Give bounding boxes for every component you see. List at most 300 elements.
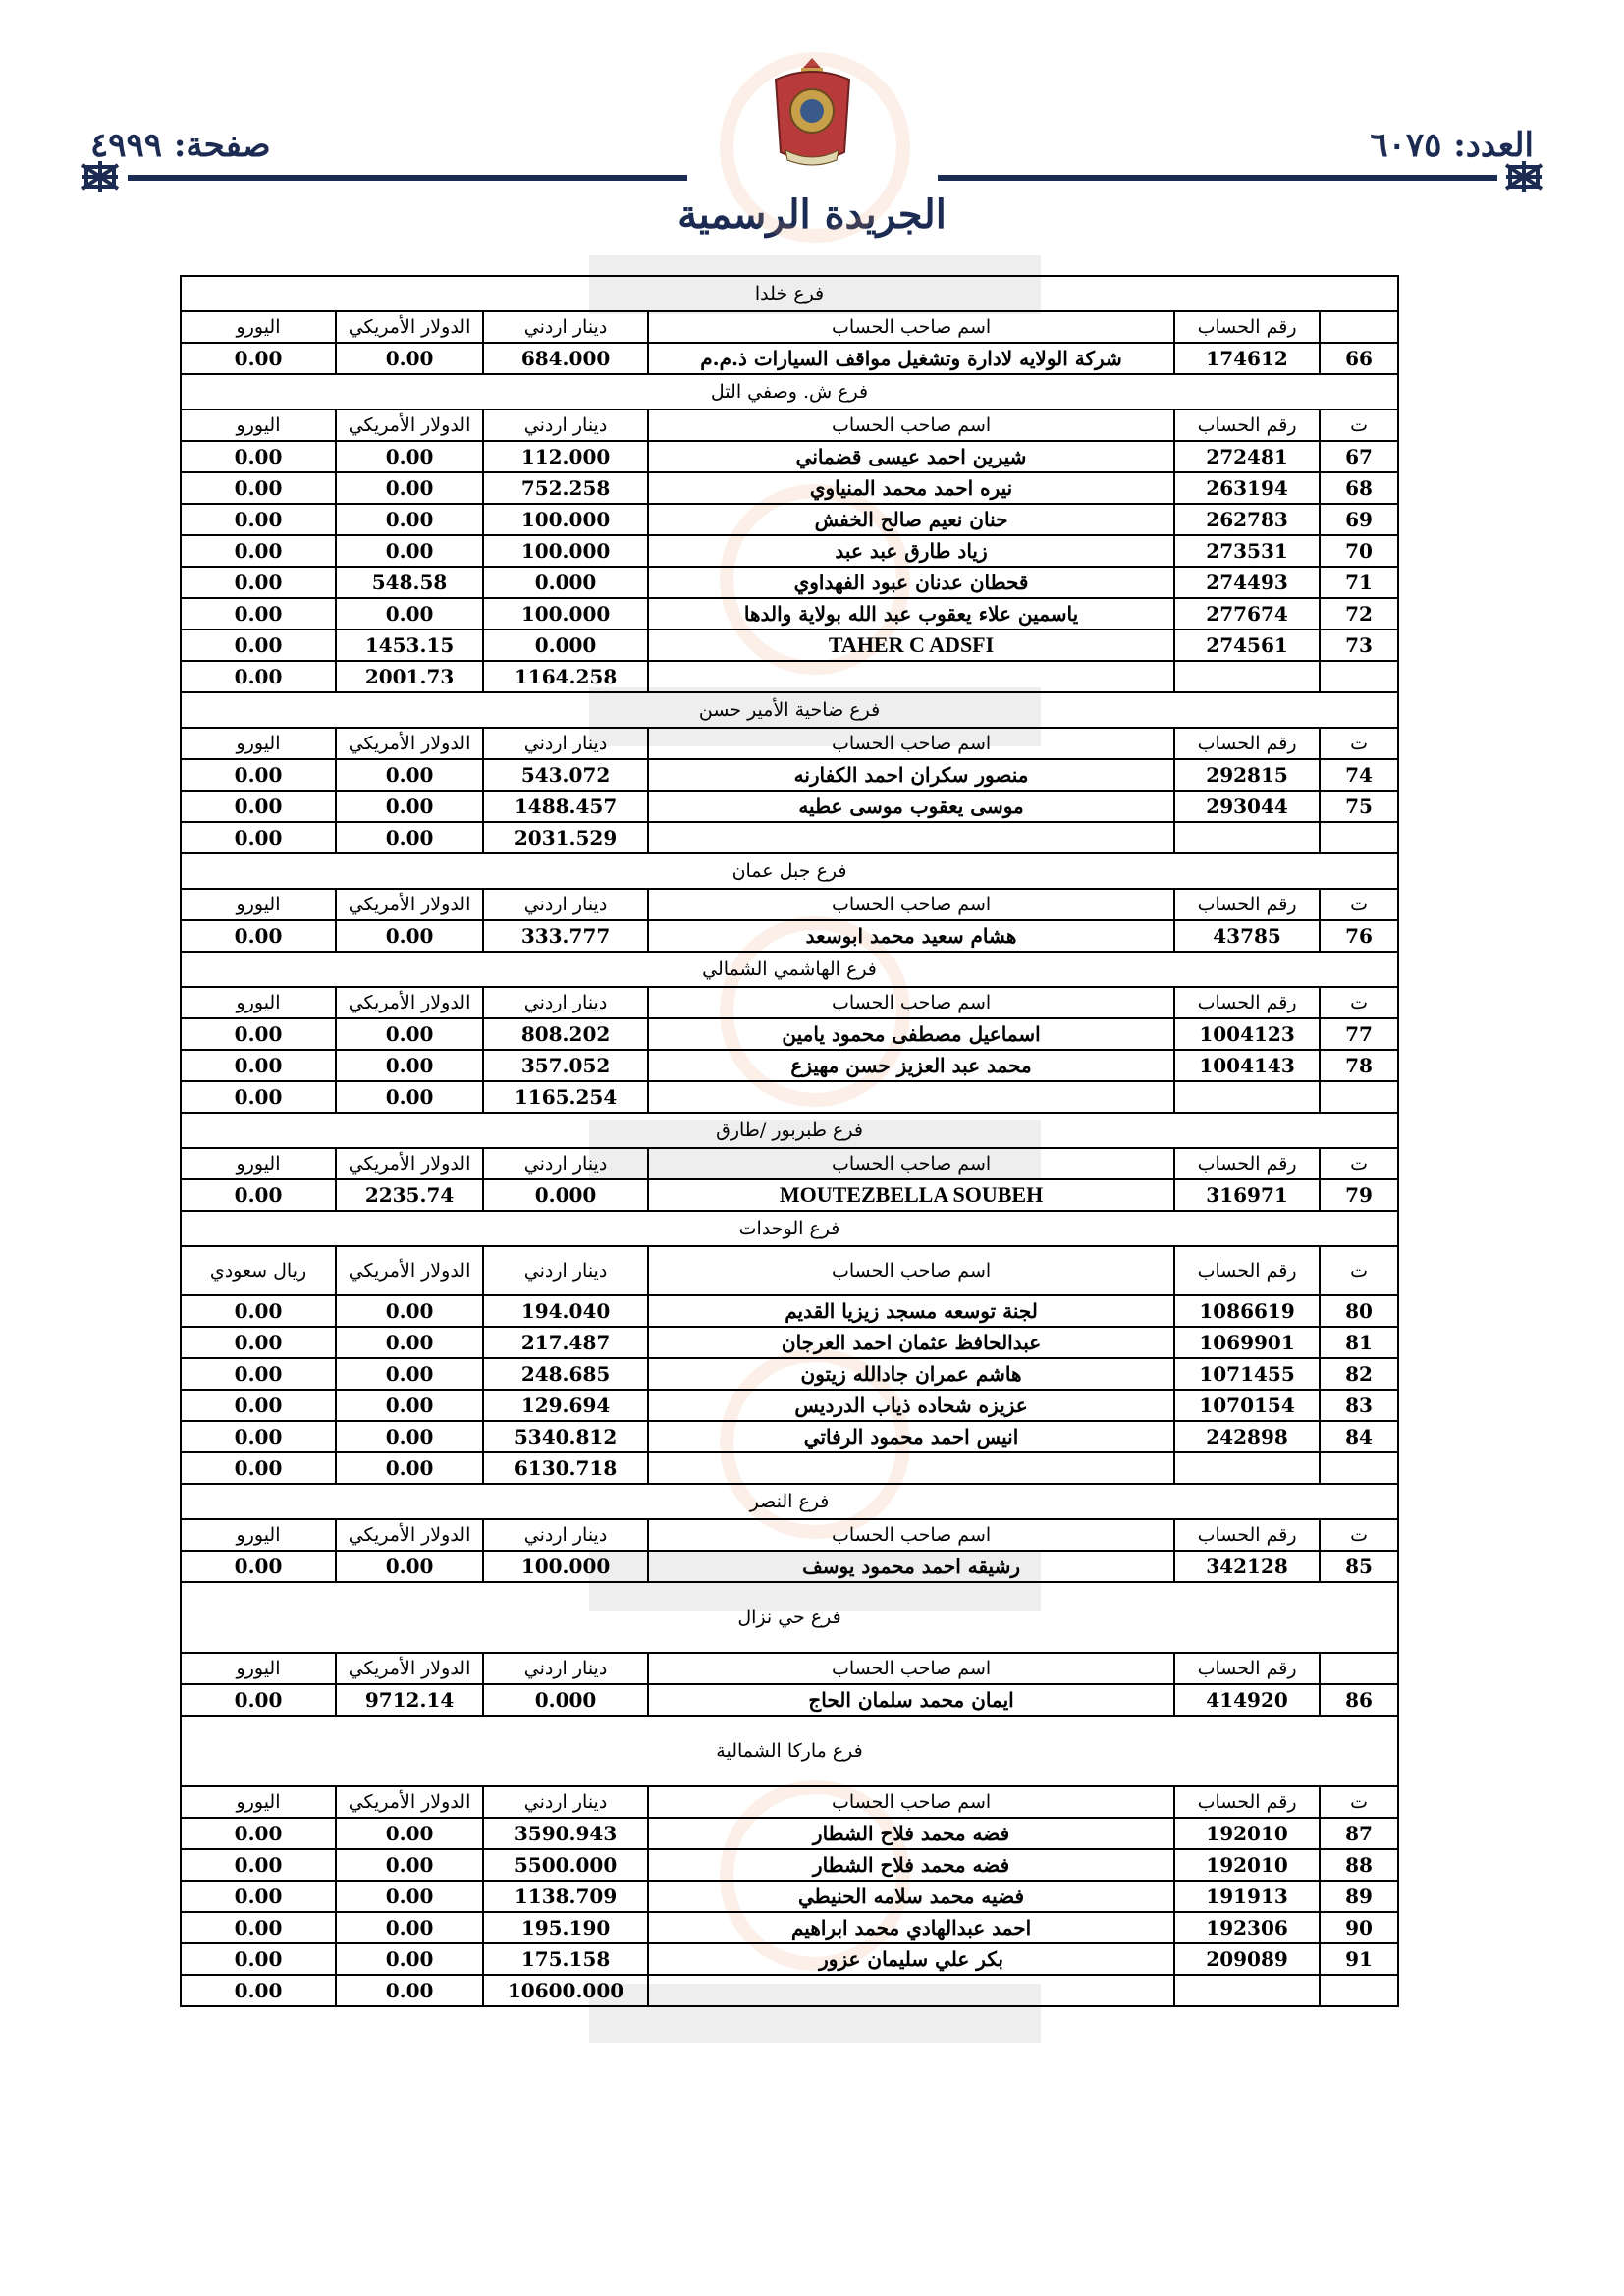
row-account-number: 272481 bbox=[1174, 441, 1320, 472]
table-row bbox=[181, 1327, 1398, 1358]
row-account-holder: فضيه محمد سلامه الحنيطي bbox=[648, 1881, 1174, 1912]
header-account-number: رقم الحساب bbox=[1174, 1246, 1320, 1295]
totals-seq-empty bbox=[1320, 1975, 1398, 2006]
header-account-number: رقم الحساب bbox=[1174, 1148, 1320, 1179]
header-eur: اليورو bbox=[181, 1519, 336, 1551]
row-account-holder: بكر علي سليمان عزور bbox=[648, 1943, 1174, 1975]
row-account-number: 1069901 bbox=[1174, 1327, 1320, 1358]
total-eur: 0.00 bbox=[181, 661, 336, 692]
row-jod: 129.694 bbox=[483, 1390, 648, 1421]
header-usd: الدولار الأمريكي bbox=[336, 728, 483, 759]
row-seq: 69 bbox=[1320, 504, 1398, 535]
row-eur: 0.00 bbox=[181, 1358, 336, 1390]
row-eur: 0.00 bbox=[181, 472, 336, 504]
total-usd: 0.00 bbox=[336, 822, 483, 853]
branch-heading-row bbox=[181, 692, 1398, 728]
row-account-number: 43785 bbox=[1174, 920, 1320, 952]
column-header-row bbox=[181, 1653, 1398, 1684]
header-account-holder: اسم صاحب الحساب bbox=[648, 1148, 1174, 1179]
row-jod: 5500.000 bbox=[483, 1849, 648, 1881]
column-header-row bbox=[181, 410, 1398, 441]
totals-seq-empty bbox=[1320, 661, 1398, 692]
row-usd: 0.00 bbox=[336, 920, 483, 952]
issue-number: العدد: ٦٠٧٥ bbox=[1370, 126, 1534, 165]
table-row bbox=[181, 1421, 1398, 1452]
row-jod: 0.000 bbox=[483, 567, 648, 598]
branch-heading-row bbox=[181, 952, 1398, 987]
row-seq: 80 bbox=[1320, 1295, 1398, 1327]
header-account-number: رقم الحساب bbox=[1174, 1519, 1320, 1551]
row-account-number: 242898 bbox=[1174, 1421, 1320, 1452]
header-usd: الدولار الأمريكي bbox=[336, 410, 483, 441]
row-seq: 77 bbox=[1320, 1018, 1398, 1050]
row-account-number: 209089 bbox=[1174, 1943, 1320, 1975]
header-seq bbox=[1320, 311, 1398, 343]
header-usd: الدولار الأمريكي bbox=[336, 311, 483, 343]
total-jod: 1165.254 bbox=[483, 1081, 648, 1113]
totals-seq-empty bbox=[1320, 1081, 1398, 1113]
table-row bbox=[181, 1684, 1398, 1716]
row-usd: 0.00 bbox=[336, 759, 483, 791]
branch-heading-row bbox=[181, 1113, 1398, 1148]
branch-name: فرع طبربور /طارق bbox=[181, 1113, 1398, 1148]
row-jod: 684.000 bbox=[483, 343, 648, 374]
column-header-row bbox=[181, 889, 1398, 920]
header-eur: اليورو bbox=[181, 728, 336, 759]
row-jod: 194.040 bbox=[483, 1295, 648, 1327]
row-eur: 0.00 bbox=[181, 920, 336, 952]
header-account-holder: اسم صاحب الحساب bbox=[648, 311, 1174, 343]
row-eur: 0.00 bbox=[181, 629, 336, 661]
header-jod: دينار اردني bbox=[483, 1786, 648, 1818]
total-usd: 0.00 bbox=[336, 1452, 483, 1484]
header-seq: ت bbox=[1320, 410, 1398, 441]
row-eur: 0.00 bbox=[181, 343, 336, 374]
page-header bbox=[0, 0, 1624, 265]
row-usd: 0.00 bbox=[336, 1050, 483, 1081]
row-jod: 3590.943 bbox=[483, 1818, 648, 1849]
table-row bbox=[181, 343, 1398, 374]
header-eur: اليورو bbox=[181, 311, 336, 343]
totals-account-empty bbox=[1174, 822, 1320, 853]
header-eur: اليورو bbox=[181, 987, 336, 1018]
header-jod: دينار اردني bbox=[483, 1148, 648, 1179]
row-seq: 90 bbox=[1320, 1912, 1398, 1943]
row-account-number: 316971 bbox=[1174, 1179, 1320, 1211]
row-jod: 0.000 bbox=[483, 1179, 648, 1211]
page-title: الجريدة الرسمية bbox=[677, 191, 947, 238]
row-seq: 79 bbox=[1320, 1179, 1398, 1211]
row-account-number: 1004123 bbox=[1174, 1018, 1320, 1050]
branch-name: فرع ش. وصفي التل bbox=[181, 374, 1398, 410]
header-usd: الدولار الأمريكي bbox=[336, 1148, 483, 1179]
column-header-row bbox=[181, 1148, 1398, 1179]
row-eur: 0.00 bbox=[181, 1551, 336, 1582]
row-usd: 9712.14 bbox=[336, 1684, 483, 1716]
row-usd: 0.00 bbox=[336, 1295, 483, 1327]
header-account-holder: اسم صاحب الحساب bbox=[648, 1653, 1174, 1684]
row-account-number: 274561 bbox=[1174, 629, 1320, 661]
ornament-knot-icon bbox=[79, 159, 122, 194]
row-account-number: 191913 bbox=[1174, 1881, 1320, 1912]
totals-row bbox=[181, 661, 1398, 692]
header-eur: اليورو bbox=[181, 1786, 336, 1818]
row-account-holder: ايمان محمد سلمان الحاج bbox=[648, 1684, 1174, 1716]
row-jod: 752.258 bbox=[483, 472, 648, 504]
row-usd: 0.00 bbox=[336, 1943, 483, 1975]
row-jod: 357.052 bbox=[483, 1050, 648, 1081]
row-account-number: 1004143 bbox=[1174, 1050, 1320, 1081]
row-seq: 73 bbox=[1320, 629, 1398, 661]
row-eur: 0.00 bbox=[181, 1295, 336, 1327]
row-account-holder: لجنة توسعه مسجد زيزيا القديم bbox=[648, 1295, 1174, 1327]
branch-heading-row bbox=[181, 1211, 1398, 1246]
row-usd: 0.00 bbox=[336, 1881, 483, 1912]
table-row bbox=[181, 1179, 1398, 1211]
totals-account-empty bbox=[1174, 1452, 1320, 1484]
totals-seq-empty bbox=[1320, 1452, 1398, 1484]
row-account-number: 293044 bbox=[1174, 791, 1320, 822]
total-jod: 6130.718 bbox=[483, 1452, 648, 1484]
column-header-row bbox=[181, 1519, 1398, 1551]
row-account-holder: رشيقه احمد محمود يوسف bbox=[648, 1551, 1174, 1582]
row-usd: 0.00 bbox=[336, 1421, 483, 1452]
row-jod: 100.000 bbox=[483, 1551, 648, 1582]
branch-name: فرع الهاشمي الشمالي bbox=[181, 952, 1398, 987]
branch-heading-row bbox=[181, 374, 1398, 410]
row-account-holder: حنان نعيم صالح الخفش bbox=[648, 504, 1174, 535]
total-eur: 0.00 bbox=[181, 822, 336, 853]
table-row bbox=[181, 1390, 1398, 1421]
header-jod: دينار اردني bbox=[483, 987, 648, 1018]
header-seq: ت bbox=[1320, 1148, 1398, 1179]
row-account-holder: MOUTEZBELLA SOUBEH bbox=[648, 1179, 1174, 1211]
totals-account-empty bbox=[1174, 1081, 1320, 1113]
header-account-number: رقم الحساب bbox=[1174, 728, 1320, 759]
row-seq: 91 bbox=[1320, 1943, 1398, 1975]
row-eur: 0.00 bbox=[181, 1327, 336, 1358]
branch-name: فرع ماركا الشمالية bbox=[181, 1716, 1398, 1786]
header-account-holder: اسم صاحب الحساب bbox=[648, 987, 1174, 1018]
header-usd: الدولار الأمريكي bbox=[336, 1653, 483, 1684]
header-account-number: رقم الحساب bbox=[1174, 311, 1320, 343]
row-account-number: 277674 bbox=[1174, 598, 1320, 629]
table-row bbox=[181, 1912, 1398, 1943]
row-account-holder: موسى يعقوب موسى عطيه bbox=[648, 791, 1174, 822]
totals-row bbox=[181, 1452, 1398, 1484]
totals-name-empty bbox=[648, 1081, 1174, 1113]
row-seq: 70 bbox=[1320, 535, 1398, 567]
row-seq: 67 bbox=[1320, 441, 1398, 472]
row-account-number: 192010 bbox=[1174, 1818, 1320, 1849]
total-eur: 0.00 bbox=[181, 1975, 336, 2006]
table-row bbox=[181, 472, 1398, 504]
table-row bbox=[181, 1295, 1398, 1327]
row-seq: 88 bbox=[1320, 1849, 1398, 1881]
header-eur: اليورو bbox=[181, 1653, 336, 1684]
column-header-row bbox=[181, 1246, 1398, 1295]
row-account-holder: عزيزه شحاده ذياب الدرديس bbox=[648, 1390, 1174, 1421]
row-eur: 0.00 bbox=[181, 1421, 336, 1452]
header-eur: اليورو bbox=[181, 889, 336, 920]
row-eur: 0.00 bbox=[181, 1912, 336, 1943]
row-seq: 82 bbox=[1320, 1358, 1398, 1390]
header-jod: دينار اردني bbox=[483, 1246, 648, 1295]
row-seq: 85 bbox=[1320, 1551, 1398, 1582]
table-row bbox=[181, 567, 1398, 598]
table-row bbox=[181, 629, 1398, 661]
table-row bbox=[181, 1050, 1398, 1081]
branch-heading-row bbox=[181, 1716, 1398, 1786]
row-usd: 0.00 bbox=[336, 1551, 483, 1582]
branch-heading-row bbox=[181, 1582, 1398, 1653]
row-account-holder: قحطان عدنان عبود الفهداوي bbox=[648, 567, 1174, 598]
row-eur: 0.00 bbox=[181, 1684, 336, 1716]
row-account-holder: احمد عبدالهادي محمد ابراهيم bbox=[648, 1912, 1174, 1943]
row-account-holder: هشام سعيد محمد ابوسعد bbox=[648, 920, 1174, 952]
header-jod: دينار اردني bbox=[483, 311, 648, 343]
row-eur: 0.00 bbox=[181, 598, 336, 629]
row-jod: 100.000 bbox=[483, 598, 648, 629]
row-jod: 0.000 bbox=[483, 629, 648, 661]
header-seq: ت bbox=[1320, 1246, 1398, 1295]
total-usd: 0.00 bbox=[336, 1081, 483, 1113]
row-seq: 81 bbox=[1320, 1327, 1398, 1358]
totals-account-empty bbox=[1174, 1975, 1320, 2006]
row-jod: 100.000 bbox=[483, 535, 648, 567]
row-jod: 112.000 bbox=[483, 441, 648, 472]
totals-name-empty bbox=[648, 661, 1174, 692]
row-eur: 0.00 bbox=[181, 535, 336, 567]
row-usd: 548.58 bbox=[336, 567, 483, 598]
row-eur: 0.00 bbox=[181, 1018, 336, 1050]
totals-seq-empty bbox=[1320, 822, 1398, 853]
table-row bbox=[181, 598, 1398, 629]
column-header-row bbox=[181, 728, 1398, 759]
row-jod: 5340.812 bbox=[483, 1421, 648, 1452]
page-number: صفحة: ٤٩٩٩ bbox=[90, 126, 271, 165]
row-jod: 333.777 bbox=[483, 920, 648, 952]
row-eur: 0.00 bbox=[181, 1050, 336, 1081]
row-seq: 78 bbox=[1320, 1050, 1398, 1081]
total-eur: 0.00 bbox=[181, 1452, 336, 1484]
row-account-number: 192306 bbox=[1174, 1912, 1320, 1943]
header-account-holder: اسم صاحب الحساب bbox=[648, 410, 1174, 441]
header-rule-right bbox=[938, 175, 1497, 181]
header-sar: ريال سعودي bbox=[181, 1246, 336, 1295]
row-eur: 0.00 bbox=[181, 567, 336, 598]
header-usd: الدولار الأمريكي bbox=[336, 1246, 483, 1295]
row-usd: 0.00 bbox=[336, 1018, 483, 1050]
branch-name: فرع ضاحية الأمير حسن bbox=[181, 692, 1398, 728]
row-eur: 0.00 bbox=[181, 1881, 336, 1912]
header-seq bbox=[1320, 1653, 1398, 1684]
header-seq: ت bbox=[1320, 1786, 1398, 1818]
jordan-coat-of-arms-icon bbox=[766, 54, 859, 172]
header-jod: دينار اردني bbox=[483, 1519, 648, 1551]
header-account-number: رقم الحساب bbox=[1174, 889, 1320, 920]
row-jod: 543.072 bbox=[483, 759, 648, 791]
branch-heading-row bbox=[181, 1484, 1398, 1519]
row-jod: 195.190 bbox=[483, 1912, 648, 1943]
row-jod: 1488.457 bbox=[483, 791, 648, 822]
row-account-holder: فضه محمد فلاح الشطار bbox=[648, 1849, 1174, 1881]
total-jod: 1164.258 bbox=[483, 661, 648, 692]
row-usd: 1453.15 bbox=[336, 629, 483, 661]
branch-name: فرع حي نزال bbox=[181, 1582, 1398, 1653]
table-row bbox=[181, 1358, 1398, 1390]
table-row bbox=[181, 1849, 1398, 1881]
header-usd: الدولار الأمريكي bbox=[336, 1519, 483, 1551]
header-jod: دينار اردني bbox=[483, 1653, 648, 1684]
row-account-holder: منصور سكران احمد الكفارنه bbox=[648, 759, 1174, 791]
row-eur: 0.00 bbox=[181, 1390, 336, 1421]
totals-name-empty bbox=[648, 1452, 1174, 1484]
row-account-number: 174612 bbox=[1174, 343, 1320, 374]
header-account-number: رقم الحساب bbox=[1174, 987, 1320, 1018]
branch-name: فرع الوحدات bbox=[181, 1211, 1398, 1246]
total-jod: 2031.529 bbox=[483, 822, 648, 853]
row-account-number: 1086619 bbox=[1174, 1295, 1320, 1327]
header-jod: دينار اردني bbox=[483, 728, 648, 759]
row-account-holder: ياسمين علاء يعقوب عبد الله بولاية والدها bbox=[648, 598, 1174, 629]
row-usd: 0.00 bbox=[336, 535, 483, 567]
table-row bbox=[181, 791, 1398, 822]
row-account-number: 1071455 bbox=[1174, 1358, 1320, 1390]
column-header-row bbox=[181, 1786, 1398, 1818]
row-usd: 0.00 bbox=[336, 504, 483, 535]
row-account-number: 414920 bbox=[1174, 1684, 1320, 1716]
row-eur: 0.00 bbox=[181, 441, 336, 472]
row-account-number: 192010 bbox=[1174, 1849, 1320, 1881]
row-jod: 808.202 bbox=[483, 1018, 648, 1050]
row-seq: 89 bbox=[1320, 1881, 1398, 1912]
row-account-holder: انيس احمد محمود الرفاتي bbox=[648, 1421, 1174, 1452]
row-account-holder: شيرين احمد عيسى قضماني bbox=[648, 441, 1174, 472]
row-usd: 0.00 bbox=[336, 1818, 483, 1849]
row-eur: 0.00 bbox=[181, 1943, 336, 1975]
header-seq: ت bbox=[1320, 889, 1398, 920]
total-jod: 10600.000 bbox=[483, 1975, 648, 2006]
row-eur: 0.00 bbox=[181, 759, 336, 791]
header-usd: الدولار الأمريكي bbox=[336, 987, 483, 1018]
row-account-holder: اسماعيل مصطفى محمود يامين bbox=[648, 1018, 1174, 1050]
row-usd: 2235.74 bbox=[336, 1179, 483, 1211]
row-usd: 0.00 bbox=[336, 343, 483, 374]
branch-name: فرع خلدا bbox=[181, 276, 1398, 311]
totals-row bbox=[181, 1975, 1398, 2006]
row-seq: 74 bbox=[1320, 759, 1398, 791]
table-row bbox=[181, 441, 1398, 472]
row-eur: 0.00 bbox=[181, 1179, 336, 1211]
header-jod: دينار اردني bbox=[483, 410, 648, 441]
row-eur: 0.00 bbox=[181, 1849, 336, 1881]
row-account-number: 292815 bbox=[1174, 759, 1320, 791]
totals-name-empty bbox=[648, 1975, 1174, 2006]
row-account-number: 342128 bbox=[1174, 1551, 1320, 1582]
table-row bbox=[181, 1943, 1398, 1975]
table-row bbox=[181, 1818, 1398, 1849]
header-account-holder: اسم صاحب الحساب bbox=[648, 1786, 1174, 1818]
table-row bbox=[181, 1881, 1398, 1912]
table-row bbox=[181, 759, 1398, 791]
row-jod: 175.158 bbox=[483, 1943, 648, 1975]
row-jod: 217.487 bbox=[483, 1327, 648, 1358]
row-usd: 0.00 bbox=[336, 441, 483, 472]
totals-account-empty bbox=[1174, 661, 1320, 692]
header-account-holder: اسم صاحب الحساب bbox=[648, 1519, 1174, 1551]
header-account-number: رقم الحساب bbox=[1174, 1786, 1320, 1818]
row-seq: 87 bbox=[1320, 1818, 1398, 1849]
row-account-holder: عبدالحافظ عثمان احمد العرجان bbox=[648, 1327, 1174, 1358]
header-account-number: رقم الحساب bbox=[1174, 1653, 1320, 1684]
column-header-row bbox=[181, 987, 1398, 1018]
row-jod: 100.000 bbox=[483, 504, 648, 535]
accounts-table bbox=[180, 275, 1399, 2007]
totals-name-empty bbox=[648, 822, 1174, 853]
row-account-holder: شركة الولايه لادارة وتشغيل مواقف السيارات ذ.م.م bbox=[648, 343, 1174, 374]
row-seq: 75 bbox=[1320, 791, 1398, 822]
row-account-holder: هاشم عمران جادالله زيتون bbox=[648, 1358, 1174, 1390]
table-row bbox=[181, 920, 1398, 952]
row-eur: 0.00 bbox=[181, 504, 336, 535]
branch-heading-row bbox=[181, 853, 1398, 889]
row-account-holder: زياد طارق عبد عبد bbox=[648, 535, 1174, 567]
header-account-number: رقم الحساب bbox=[1174, 410, 1320, 441]
header-seq: ت bbox=[1320, 987, 1398, 1018]
row-account-holder: TAHER C ADSFI bbox=[648, 629, 1174, 661]
header-seq: ت bbox=[1320, 728, 1398, 759]
row-eur: 0.00 bbox=[181, 1818, 336, 1849]
header-usd: الدولار الأمريكي bbox=[336, 889, 483, 920]
header-eur: اليورو bbox=[181, 1148, 336, 1179]
row-account-holder: فضه محمد فلاح الشطار bbox=[648, 1818, 1174, 1849]
total-eur: 0.00 bbox=[181, 1081, 336, 1113]
header-rule-left bbox=[128, 175, 687, 181]
header-eur: اليورو bbox=[181, 410, 336, 441]
row-usd: 0.00 bbox=[336, 472, 483, 504]
row-seq: 68 bbox=[1320, 472, 1398, 504]
row-seq: 84 bbox=[1320, 1421, 1398, 1452]
row-account-number: 1070154 bbox=[1174, 1390, 1320, 1421]
row-usd: 0.00 bbox=[336, 598, 483, 629]
row-usd: 0.00 bbox=[336, 791, 483, 822]
header-seq: ت bbox=[1320, 1519, 1398, 1551]
row-usd: 0.00 bbox=[336, 1327, 483, 1358]
row-account-holder: نيره احمد محمد المنياوي bbox=[648, 472, 1174, 504]
row-seq: 83 bbox=[1320, 1390, 1398, 1421]
row-seq: 71 bbox=[1320, 567, 1398, 598]
total-usd: 2001.73 bbox=[336, 661, 483, 692]
row-seq: 86 bbox=[1320, 1684, 1398, 1716]
row-seq: 72 bbox=[1320, 598, 1398, 629]
header-usd: الدولار الأمريكي bbox=[336, 1786, 483, 1818]
total-usd: 0.00 bbox=[336, 1975, 483, 2006]
table-row bbox=[181, 1018, 1398, 1050]
row-seq: 76 bbox=[1320, 920, 1398, 952]
row-account-number: 273531 bbox=[1174, 535, 1320, 567]
table-row bbox=[181, 504, 1398, 535]
header-jod: دينار اردني bbox=[483, 889, 648, 920]
row-seq: 66 bbox=[1320, 343, 1398, 374]
table-row bbox=[181, 1551, 1398, 1582]
totals-row bbox=[181, 822, 1398, 853]
table-row bbox=[181, 535, 1398, 567]
row-usd: 0.00 bbox=[336, 1390, 483, 1421]
row-jod: 1138.709 bbox=[483, 1881, 648, 1912]
totals-row bbox=[181, 1081, 1398, 1113]
row-eur: 0.00 bbox=[181, 791, 336, 822]
